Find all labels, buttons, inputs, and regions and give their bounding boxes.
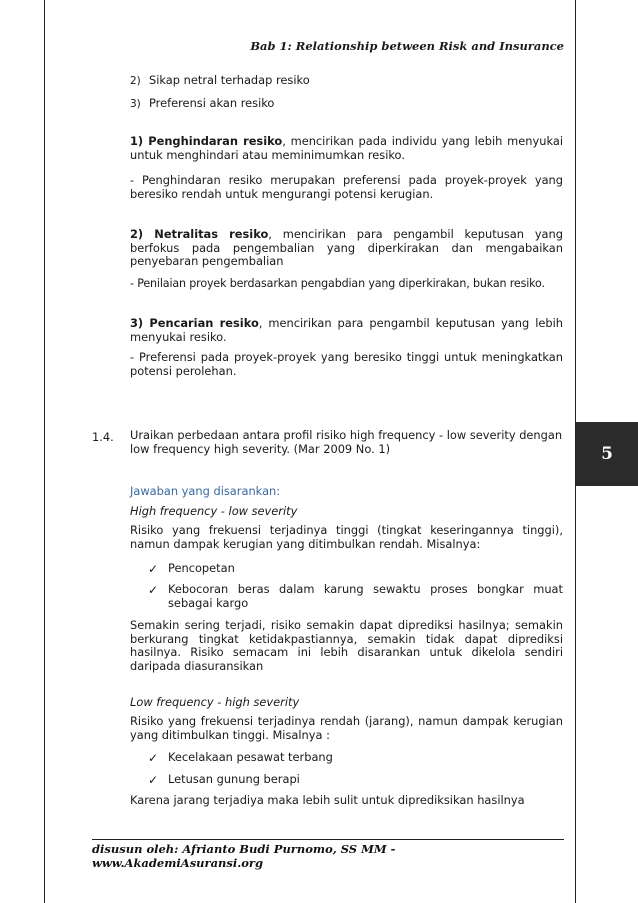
list-item-text: Sikap netral terhadap resiko: [149, 73, 310, 87]
lf-description: Risiko yang frekuensi terjadinya rendah (jarang), namun dampak kerugian yang ditimbulkan tinggi. Misalnya :: [130, 714, 563, 742]
hf-description: Risiko yang frekuensi terjadinya tinggi (tingkat keseringannya tinggi), namun dampak kerugian yang ditimbulkan rendah. Misalnya:: [130, 523, 563, 551]
section-2-definition: 2) Netralitas resiko, mencirikan para pengambil keputusan yang berfokus pada pengembalian yang diperkirakan dan mengabaikan penyebaran pengembalian: [130, 227, 563, 268]
lf-item: Kecelakaan pesawat terbang: [168, 750, 333, 764]
lf-title: Low frequency - high severity: [130, 695, 300, 709]
hf-note: Semakin sering terjadi, risiko semakin dapat diprediksi hasilnya; semakin berkurang tingkat ketidakpastiannya, semakin tidak dapat diprediksi hasilnya. Risiko semacam ini lebih disarankan untuk dikelola sendiri daripada diasuransikan: [130, 618, 563, 673]
section-1-detail: - Penghindaran resiko merupakan preferensi pada proyek-proyek yang beresiko rendah untuk mengurangi potensi kerugian.: [130, 173, 563, 201]
answer-heading: Jawaban yang disarankan:: [130, 484, 281, 498]
checkmark-icon: ✓: [148, 751, 159, 765]
section-1-term: 1) Penghindaran resiko: [130, 134, 283, 148]
section-2-detail: - Penilaian proyek berdasarkan pengabdian yang diperkirakan, bukan resiko.: [130, 277, 545, 290]
list-item-number: 2): [130, 75, 141, 87]
checkmark-icon: ✓: [148, 583, 159, 597]
hf-item: Kebocoran beras dalam karung sewaktu proses bongkar muat sebagai kargo: [168, 582, 563, 610]
section-1-definition: 1) Penghindaran resiko, mencirikan pada individu yang lebih menyukai untuk menghindari atau meminimumkan resiko.: [130, 134, 563, 162]
lf-note: Karena jarang terjadiya maka lebih sulit untuk diprediksikan hasilnya: [130, 793, 525, 807]
list-item-text: Preferensi akan resiko: [149, 96, 275, 110]
hf-item: Pencopetan: [168, 561, 235, 575]
section-3-detail: - Preferensi pada proyek-proyek yang beresiko tinggi untuk meningkatkan potensi perolehan.: [130, 350, 563, 378]
question-text: Uraikan perbedaan antara profil risiko high frequency - low severity dengan low frequency high severity. (Mar 2009 No. 1): [130, 428, 563, 456]
section-3-term: 3) Pencarian resiko: [130, 316, 259, 330]
running-header: Bab 1: Relationship between Risk and Insurance: [250, 39, 564, 53]
footer-rule: [92, 839, 564, 840]
list-item-number: 3): [130, 98, 141, 110]
question-number: 1.4.: [92, 430, 114, 444]
section-2-term: 2) Netralitas resiko: [130, 227, 269, 241]
lf-item: Letusan gunung berapi: [168, 772, 300, 786]
hf-title: High frequency - low severity: [130, 504, 298, 518]
footer-credit: disusun oleh: Afrianto Budi Purnomo, SS MM - www.AkademiAsuransi.org: [92, 842, 396, 870]
checkmark-icon: ✓: [148, 562, 159, 576]
chapter-tab: 5: [576, 422, 638, 486]
section-3-definition: 3) Pencarian resiko, mencirikan para pengambil keputusan yang lebih menyukai resiko.: [130, 316, 564, 344]
checkmark-icon: ✓: [148, 773, 159, 787]
